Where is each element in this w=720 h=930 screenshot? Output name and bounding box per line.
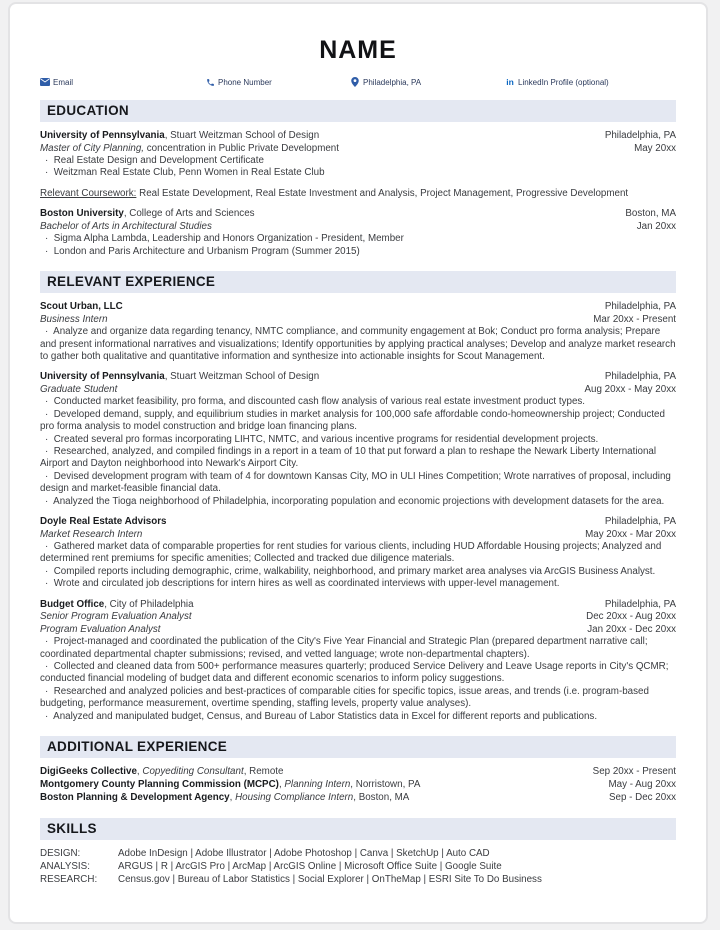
skills-category-label: DESIGN: [40, 847, 81, 859]
company-name: Boston Planning & Development Agency [40, 792, 230, 804]
job-date: Sep 20xx - Present [592, 765, 676, 777]
company-name: Budget Office [40, 598, 105, 610]
company-name-rest: , Stuart Weitzman School of Design [164, 371, 320, 383]
school-name: Boston University [40, 208, 124, 220]
education-bullet: · London and Paris Architecture and Urbanism Program (Summer 2015) [40, 246, 676, 258]
job-title: Housing Compliance Intern [235, 792, 354, 804]
job-bullet: · Wrote and circulated job descriptions for intern hires as well as coordinated interviews with upper-level management. [40, 578, 676, 590]
contact-location[interactable] [350, 77, 505, 87]
section-header-relevant-experience: RELEVANT EXPERIENCE [40, 271, 676, 293]
skills-list: Census.gov | Bureau of Labor Statistics | Social Explorer | OnTheMap | ESRI Site To Do Business [118, 873, 542, 885]
skills-row-analysis [40, 860, 676, 873]
job-bullet: · Researched, analyzed, and compiled findings in a report in a team of 10 that put forward a plan to reshape the Newark Liberty International Airport and Dayton neighborhood into Newark's Airport City. [40, 446, 676, 471]
coursework-list: Real Estate Development, Real Estate Investment and Analysis, Project Management, Progressive Development [136, 187, 629, 199]
linkedin-icon: in [506, 77, 514, 87]
job-title: Copyediting Consultant [142, 765, 244, 777]
job-date: Dec 20xx - Aug 20xx [586, 611, 676, 623]
job-entry-doyle [40, 516, 676, 591]
education-bullet: · Weitzman Real Estate Club, Penn Women in Real Estate Club [40, 167, 676, 179]
job-bullet: · Researched and analyzed policies and best-practices of comparable cities for specific topics, issue areas, and trends (i.e. program-based budgeting, performance measurement, overtime spending, staffing levels, property value analyses). [40, 686, 676, 711]
school-location: Philadelphia, PA [604, 130, 676, 141]
job-title: Senior Program Evaluation Analyst [40, 611, 192, 623]
degree-title: Master of City Planning, [40, 142, 145, 154]
school-date: May 20xx [634, 142, 676, 154]
separator: , [243, 765, 250, 777]
job-bullet: · Created several pro formas incorporating LIHTC, NMTC, and various incentive programs for residential development projects. [40, 434, 676, 446]
company-name-rest: , City of Philadelphia [104, 598, 194, 610]
job-header [40, 301, 676, 314]
job-location: Philadelphia, PA [604, 516, 676, 527]
company-name: Doyle Real Estate Advisors [40, 516, 167, 527]
separator: , [136, 765, 143, 777]
school-degree-row [40, 221, 676, 234]
phone-icon [205, 77, 215, 87]
company-name: Montgomery County Planning Commission (MCPC) [40, 779, 279, 791]
additional-entry [40, 791, 676, 804]
job-date: Mar 20xx - Present [593, 313, 676, 325]
company-name: University of Pennsylvania [40, 371, 165, 383]
skills-row-design [40, 847, 676, 860]
job-entry-upenn [40, 371, 676, 508]
resume-name: NAME [319, 36, 397, 64]
job-location: Boston, MA [358, 792, 410, 804]
job-date: May 20xx - Mar 20xx [585, 528, 676, 540]
job-date: Jan 20xx - Dec 20xx [587, 623, 676, 635]
degree-title: Bachelor of Arts in Architectural Studies [40, 220, 212, 232]
job-header [40, 371, 676, 384]
job-role-row [40, 529, 676, 542]
contact-linkedin[interactable] [505, 77, 676, 87]
contact-phone[interactable] [205, 77, 350, 87]
school-name: University of Pennsylvania [40, 130, 165, 141]
relevant-coursework [40, 188, 676, 201]
separator: , [350, 779, 356, 791]
job-bullet: · Project-managed and coordinated the publication of the City's Five Year Financial and Strategic Plan (prepared department narrative call; coordinated departmental chapter submissions; revised, and vetted language; wrote non-departmental chapters). [40, 636, 676, 661]
contact-row [40, 77, 676, 87]
job-bullet: · Analyzed the Tioga neighborhood of Philadelphia, incorporating population and economic projections with development datasets for the area. [40, 496, 676, 508]
company-name: Scout Urban, LLC [40, 301, 123, 313]
skills-list: Adobe InDesign | Adobe Illustrator | Adobe Photoshop | Canva | SketchUp | Auto CAD [118, 847, 490, 859]
job-location: Philadelphia, PA [604, 301, 676, 313]
education-entry-bu [40, 208, 676, 258]
school-date: Jan 20xx [636, 220, 676, 232]
skills-row-research [40, 873, 676, 886]
skills-category-label: RESEARCH: [40, 873, 98, 885]
section-header-skills: SKILLS [40, 818, 676, 840]
school-location: Boston, MA [625, 208, 676, 220]
company-name: DigiGeeks Collective [40, 765, 137, 777]
job-title: Market Research Intern [40, 528, 143, 540]
job-header [40, 599, 676, 612]
job-bullet: · Analyzed and manipulated budget, Census, and Bureau of Labor Statistics data in Excel for different reports and publications. [40, 711, 676, 723]
job-bullet: · Collected and cleaned data from 500+ performance measures quarterly; produced Service Delivery and Leave Usage reports in City's QCMR; conducted financial modeling of budget data and different economic scenarios to inform policy suggestions. [40, 661, 676, 686]
job-role-row [40, 384, 676, 397]
email-icon [40, 77, 50, 87]
education-entry-upenn [40, 130, 676, 180]
job-date: Aug 20xx - May 20xx [584, 383, 676, 395]
job-bullet: · Analyze and organize data regarding tenancy, NMTC compliance, and community engagement at Bok; Conduct pro forma analysis; Prepare and present informational narratives and visualizations; Identify opportunities by applying practical analyses; Develop and analyze market research to gather both qualitative and quantitative information and synthesize into actionable insights for Scout Management. [40, 326, 676, 363]
job-location: Philadelphia, PA [604, 371, 676, 383]
job-title: Planning Intern [284, 779, 351, 791]
skills-category-label: ANALYSIS: [40, 860, 90, 872]
job-role-row [40, 314, 676, 327]
job-title: Graduate Student [40, 383, 118, 395]
job-title: Business Intern [40, 313, 108, 325]
job-bullet: · Compiled reports including demographic, crime, walkability, neighborhood, and primary market area analyses via ArcGIS Business Analyst. [40, 566, 676, 578]
job-role-row [40, 624, 676, 637]
job-header [40, 516, 676, 529]
separator: , [353, 792, 359, 804]
school-header [40, 208, 676, 221]
separator: , [278, 779, 285, 791]
job-entry-budget-office [40, 599, 676, 723]
job-location: Norristown, PA [355, 779, 421, 791]
job-location: Philadelphia, PA [604, 598, 676, 610]
contact-email[interactable] [40, 77, 205, 87]
job-bullet: · Devised development program with team of 4 for downtown Kansas City, MO in ULI Hines Competition; Wrote narratives of proposal, including design and market-feasible financial data. [40, 471, 676, 496]
job-bullet: · Conducted market feasibility, pro forma, and discounted cash flow analysis of various real estate investment product types. [40, 396, 676, 408]
school-name-rest: , Stuart Weitzman School of Design [164, 130, 320, 141]
contact-phone-label: Phone Number [218, 77, 272, 87]
contact-location-label: Philadelphia, PA [363, 77, 422, 87]
education-bullet: · Sigma Alpha Lambda, Leadership and Honors Organization - President, Member [40, 233, 676, 245]
skills-list: ARGUS | R | ArcGIS Pro | ArcMap | ArcGIS Online | Microsoft Office Suite | Google Suite [118, 860, 502, 872]
section-header-education: EDUCATION [40, 100, 676, 122]
additional-entry [40, 778, 676, 791]
location-pin-icon [350, 77, 360, 87]
separator: , [229, 792, 236, 804]
job-date: May - Aug 20xx [608, 779, 676, 791]
additional-entry [40, 765, 676, 778]
resume-page [8, 2, 708, 924]
job-bullet: · Gathered market data of comparable properties for rent studies for various clients, including HUD Affordable Housing projects; Analyzed and determined rent premiums for specific amenities; Collected and tracked due diligence materials. [40, 541, 676, 566]
job-location: Remote [249, 765, 284, 777]
contact-email-label: Email [53, 77, 74, 87]
section-header-additional-experience: ADDITIONAL EXPERIENCE [40, 736, 676, 758]
job-role-row [40, 611, 676, 624]
school-header [40, 130, 676, 143]
school-name-rest: , College of Arts and Sciences [123, 208, 255, 220]
job-entry-scout-urban [40, 301, 676, 363]
degree-rest: concentration in Public Private Development [144, 142, 339, 154]
job-bullet: · Developed demand, supply, and equilibrium studies in market analysis for 100,000 safe affordable condo-homeownership project; Conducted pro forma analysis to model construction and bridge loan financing plans. [40, 409, 676, 434]
education-bullet: · Real Estate Design and Development Certificate [40, 155, 676, 167]
coursework-label: Relevant Coursework: [40, 187, 137, 199]
contact-linkedin-label: LinkedIn Profile (optional) [518, 77, 609, 87]
job-date: Sep - Dec 20xx [609, 792, 676, 804]
school-degree-row [40, 143, 676, 156]
job-title: Program Evaluation Analyst [40, 623, 161, 635]
